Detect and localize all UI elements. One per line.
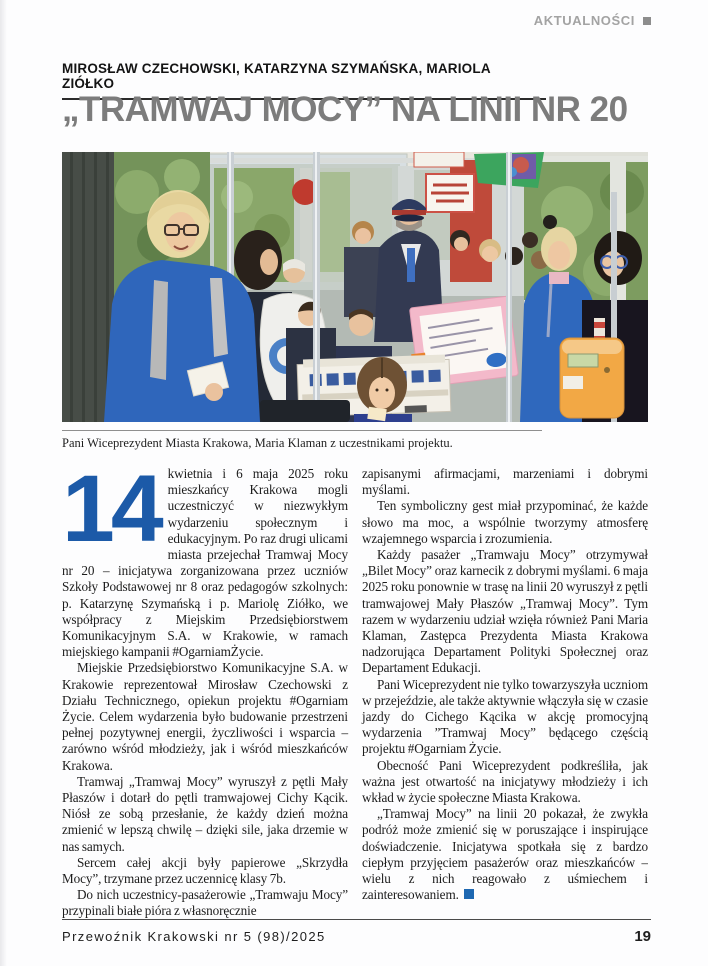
page-number: 19	[634, 928, 651, 945]
article-figure	[62, 152, 648, 451]
article-byline: MIROSŁAW CZECHOWSKI, KATARZYNA SZYMAŃSKA, MARIOLA ZIÓŁKO	[62, 61, 546, 100]
paragraph: Ten symboliczny gest miał przypominać, że każde słowo ma moc, a wspólnie tworzymy atmosferę wzajemnego wsparcia i zrozumienia.	[362, 498, 648, 546]
closing-paragraph	[362, 806, 648, 903]
paragraph: Tramwaj „Tramwaj Mocy” wyruszył z pętli Mały Płaszów i dotarł do pętli tramwajowej Cichy Kącik. Niósł ze sobą przesłanie, że każdy dzień można zmienić w lepszą chwilę – dzięki sile, jaka drzemie w nas samych.	[62, 773, 348, 854]
tram-interior-illustration	[62, 152, 648, 422]
paragraph: zapisanymi afirmacjami, marzeniami i dobrymi myślami.	[362, 466, 648, 498]
left-wall-panel	[62, 152, 114, 422]
article-body	[62, 466, 648, 918]
paragraph: Obecność Pani Wiceprezydent podkreśliła, jak ważna jest otwartość na inicjatywy młodzieży i ich wkład w życie społeczne Miasta Krakowa.	[362, 757, 648, 806]
section-marker-square-icon	[643, 17, 651, 25]
column-left	[62, 466, 348, 918]
paragraph-text: kwietnia i 6 maja 2025 roku mieszkańcy Krakowa mogli uczestniczyć w niezwykłym wydarzeniu społecznym i edukacyjnym. Po raz drugi ulicami miasta przejechał Tramwaj Mocy nr 20 – inicjatywa zorganizowana przez uczniów Szkoły Podstawowej nr 8 oraz pedagogów szkolnych: p. Katarzynę Szymańską i p. Mariolę Ziółko, we współpracy z Miejskim Przedsiębiorstwem Komunikacyjnym S.A. w Krakowie, w ramach miejskiego kampanii #OgarniamŻycie.	[62, 466, 348, 660]
drop-cap: 14	[62, 466, 160, 562]
page-footer	[62, 919, 651, 945]
section-label-text: AKTUALNOŚCI	[533, 13, 635, 28]
section-label	[534, 13, 651, 28]
paragraph: Sercem całej akcji były papierowe „Skrzydła Mocy”, trzymane przez uczennicę klasy 7b.	[62, 854, 348, 887]
paragraph-text: „Tramwaj Mocy” na linii 20 pokazał, że zwykła podróż może zmienić się w poruszające i inspirujące doświadczenie. Inicjatywa spotkała się z bardzo ciepłym przyjęciem pasażerów oraz mieszkańców – wielu z nich reagowało z uśmiechem i zainteresowaniem.	[362, 806, 648, 903]
column-right	[362, 466, 648, 918]
article-headline: „TRAMWAJ MOCY” NA LINII NR 20	[62, 90, 628, 129]
paragraph: Każdy pasażer „Tramwaju Mocy” otrzymywał „Bilet Mocy” oraz karnecik z dobrymi myślami. 6 maja 2025 roku ponownie w trasę na linii 20 wyruszył z pętli tramwajowej Mały Płaszów „Tramwaj Mocy”. Tym razem w wydarzeniu udział wzięła również Pani Maria Klaman, Zastępca Prezydenta Miasta Krakowa nadzorująca Departament Polityki Społecznej oraz Departament Edukacji.	[362, 547, 648, 676]
paragraph: Miejskie Przedsiębiorstwo Komunikacyjne S.A. w Krakowie reprezentował Mirosław Czechowski z Działu Technicznego, opiekun projektu #Ogarniam Życie. Celem wydarzenia było budowanie przestrzeni pełnej pozytywnej energii, życzliwości i wsparcia – zarówno wśród młodzieży, jak i wśród mieszkańców Krakowa.	[62, 660, 348, 773]
paragraph: Pani Wiceprezydent nie tylko towarzyszyła uczniom w przejeździe, ale także aktywnie włączyła się w czasie jazdy do Cichego Kącika w akcję promocyjną wydarzenia ”Tramwaj Mocy” będącego częścią projektu #Ogarniam Życie.	[362, 676, 648, 757]
photo-caption: Pani Wiceprezydent Miasta Krakowa, Maria Klaman z uczestnikami projektu.	[62, 436, 453, 450]
article-photo	[62, 152, 648, 422]
page-edge-shade	[0, 0, 7, 966]
lead-paragraph	[62, 466, 348, 660]
paragraph: Do nich uczestnicy-pasażerowie „Tramwaju Mocy” przypinali białe pióra z własnoręcznie	[62, 887, 348, 918]
publication-name: Przewoźnik Krakowski nr 5 (98)/2025	[62, 929, 326, 944]
end-of-article-marker-icon	[464, 889, 474, 899]
caption-divider	[62, 430, 542, 431]
